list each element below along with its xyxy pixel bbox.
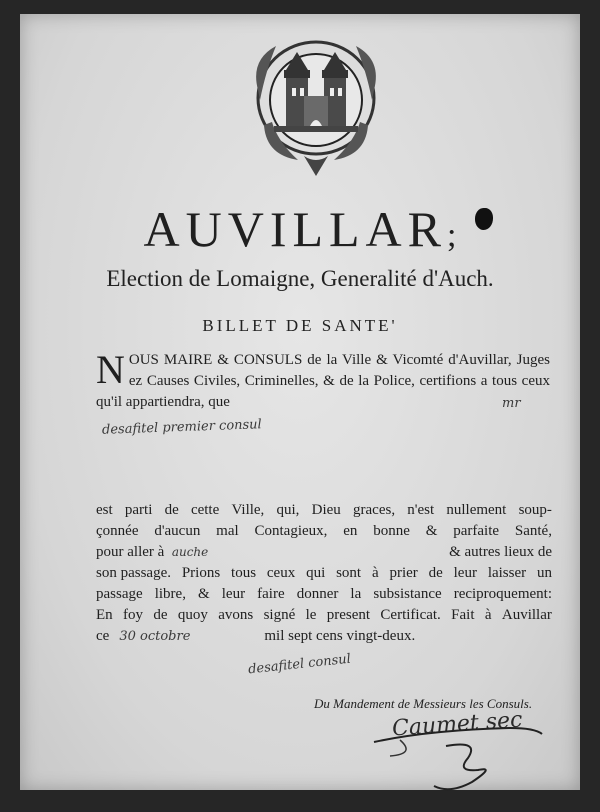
- handwritten-bearer-name: desafitel premier consul: [101, 417, 262, 438]
- handwritten-secretary-signature: Caumet sec: [391, 707, 524, 742]
- drop-cap: N: [96, 347, 125, 392]
- handwritten-consul-signature: desafitel consul: [247, 651, 352, 678]
- body-line-4: son passage. Prions tous ceux qui sont à prier de leur laisser un: [96, 565, 552, 581]
- body-line-7: ce 30 octobre mil sept cens vingt-deux.: [96, 626, 552, 647]
- town-title: AUVILLAR;: [143, 201, 457, 257]
- body-line-5: passage libre, & leur faire donner la subsistance reciproquement:: [96, 586, 552, 602]
- signature-flourish: [360, 720, 550, 800]
- body-line-1: est parti de cette Ville, qui, Dieu graces, n'est nullement soup-: [96, 502, 552, 518]
- mandement-line: Du Mandement de Messieurs les Consuls.: [314, 696, 533, 711]
- body-line-2: çonnée d'aucun mal Contagieux, en bonne & parfaite Santé,: [96, 523, 552, 539]
- certificate-paper: [20, 14, 580, 790]
- intro-text: OUS MAIRE & CONSULS de la Ville & Vicomté d'Auvillar, Juges ez Causes Civiles, Criminelles, & de la Police, certifions a tous ceux qu'il appartiendra, que: [96, 352, 550, 410]
- town-seal-illustration: [246, 30, 386, 180]
- body-line-3: pour aller à auche & autres lieux de: [96, 544, 552, 560]
- handwritten-date: 30 octobre: [119, 629, 191, 644]
- handwritten-trace: mr: [502, 396, 521, 411]
- document-heading: BILLET DE SANTE': [202, 316, 398, 335]
- election-subtitle: Election de Lomaigne, Generalité d'Auch.: [106, 266, 494, 291]
- certification-paragraph: [96, 347, 550, 413]
- body-line-6: En foy de quoy avons signé le present Certificat. Fait à Auvillar: [96, 607, 552, 623]
- handwritten-destination: auche: [171, 545, 209, 559]
- body-paragraph: [96, 500, 552, 647]
